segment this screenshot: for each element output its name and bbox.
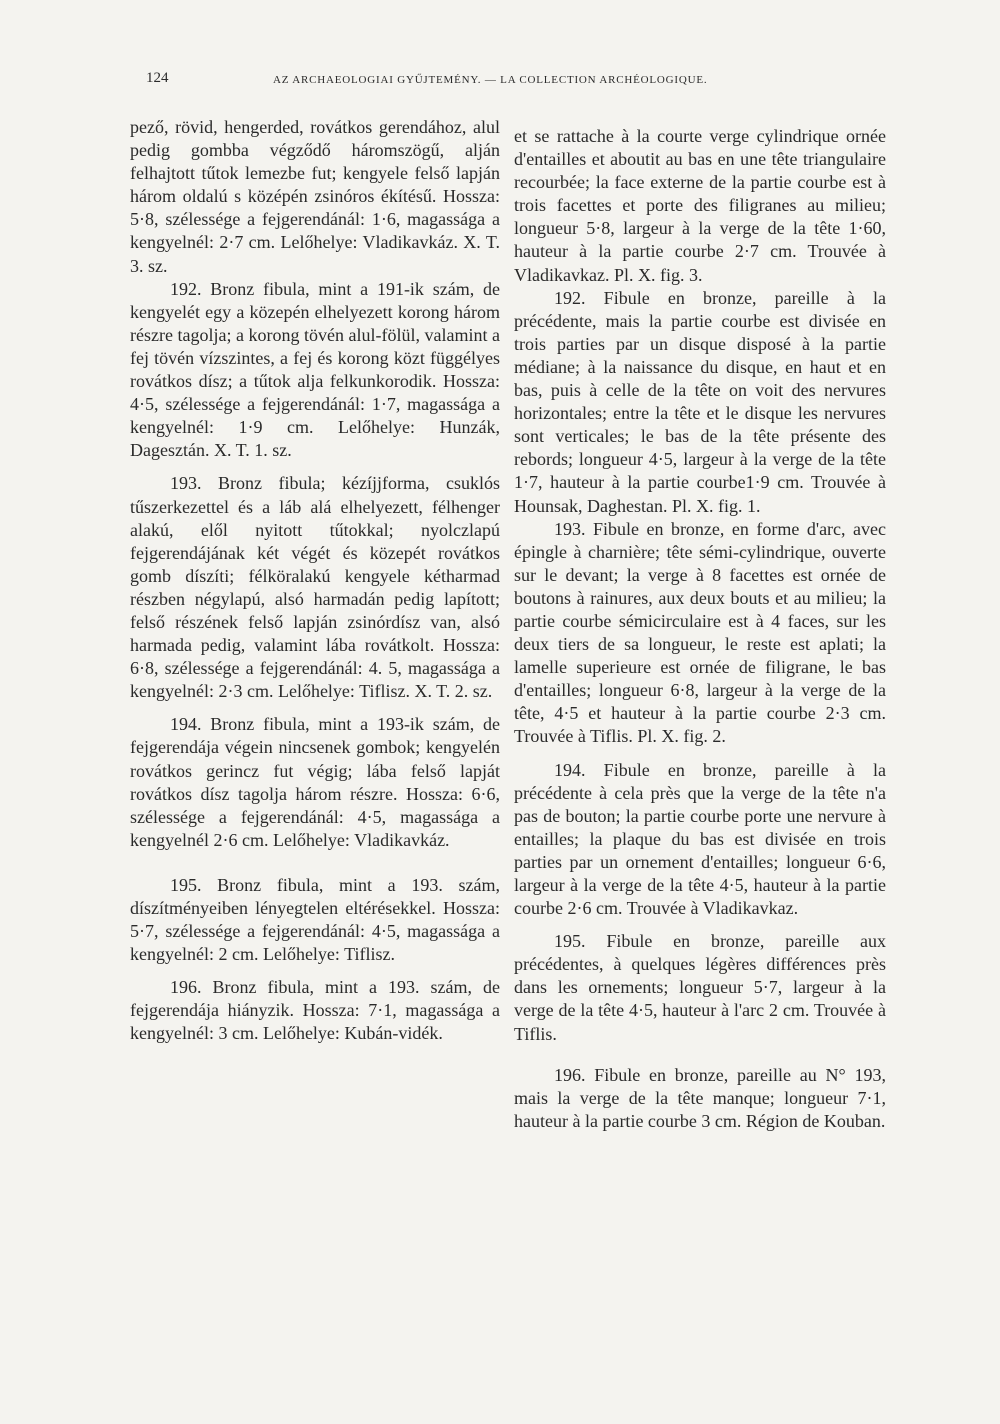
paragraph-continued-fr: et se rattache à la courte verge cylindrique ornée d'entailles et aboutit au bas en une tête triangulaire recourbée; la face externe de la partie courbe est à trois facettes et porte des filigranes au milieu; longueur 5·8, largeur à la verge de la tête 1·60, hauteur à la partie courbe 2·7 cm. Trouvée à Vladikavkaz. Pl. X. fig. 3. xyxy=(514,126,886,285)
page-number: 124 xyxy=(146,70,169,86)
running-title: AZ ARCHAEOLOGIAI GYŰJTEMÉNY. — LA COLLECTION ARCHÉOLOGIQUE. xyxy=(273,74,708,86)
hungarian-column xyxy=(130,116,500,1046)
paragraph-continued: pező, rövid, hengerded, rovátkos gerendához, alul pedig gombba végződő háromszögű, alján felhajtott tűtok lemezbe fut; kengyele felső lapján három oldalú s középén zsinóros ékítésű. Hossza: 5·8, szélessége a fejgerendánál: 1·6, magassága a kengyelnél: 2·7 cm. Lelőhelye: Vladikavkáz. X. T. 3. sz. xyxy=(130,117,500,276)
entry-194: 194. Bronz fibula, mint a 193-ik szám, de fejgerendája végein nincsenek gombok; kengyelén rovátkos gerincz fut végig; lába felső lapját rovátkos dísz tagolja három részre. Hossza: 6·6, szélessége a fejgerendánál: 4·5, magassága a kengyelnél 2·6 cm. Lelőhelye: Vladikavkáz. xyxy=(130,714,500,850)
french-column xyxy=(514,125,886,1133)
entry-196: 196. Bronz fibula, mint a 193. szám, de fejgerendája hiányzik. Hossza: 7·1, magassága a kengyelnél: 3 cm. Lelőhelye: Kubán-vidék. xyxy=(130,977,500,1044)
entry-194-fr: 194. Fibule en bronze, pareille à la précédente à cela près que la verge de la tête n'a pas de bouton; la partie courbe porte une nervure à entailles; la plaque du bas est divisée en trois parties par un ornement d'entailles; longueur 6·6, largeur à la verge de la tête 4·5, hauteur à la partie courbe 2·6 cm. Trouvée à Vladikavkaz. xyxy=(514,759,886,919)
entry-192-fr: 192. Fibule en bronze, pareille à la précédente, mais la partie courbe est divisée en trois parties par un disque disposé à la partie médiane; à la naissance du disque, en haut et en bas, puis à celle de la tête on voit des nervures horizontales; entre la tête et le disque les nervures sont verticales; le bas de la tête présente des rebords; longueur 4·5, largeur à la verge de la tête 1·7, hauteur à la partie courbe1·9 cm. Trouvée à Hounsak, Daghestan. Pl. X. fig. 1. xyxy=(514,287,886,516)
entry-195-fr: 195. Fibule en bronze, pareille aux précédentes, à quelques légères différences près dans les ornements; longueur 5·7, largeur à la verge de la tête 4·5, hauteur à l'arc 2 cm. Trouvée à Tiflis. xyxy=(514,931,886,1044)
entry-193-fr: 193. Fibule en bronze, en forme d'arc, avec épingle à charnière; tête sémi-cylindrique, ouverte sur le devant; la verge à 8 facettes est ornée de boutons à rainures, aux deux bouts et au milieu; la partie courbe sémicirculaire est à 4 faces, sur les deux tiers de sa longueur, le reste est aplati; la lamelle superieure est ornée de filigrane, le bas d'entailles; longueur 6·8, largeur à la verge de la tête, 4·5 et hauteur à la partie courbe 2·3 cm. Trouvée à Tiflis. Pl. X. fig. 2. xyxy=(514,518,886,747)
entry-193: 193. Bronz fibula; kézíjjforma, csuklós tűszerkezettel és a láb alá elhelyezett, félhenger alakú, elől nyitott tűtokkal; nyolczlapú fejgerendájának két végét és közepét rovátkos gomb díszíti; félköralakú kengyele kétharmad részben négylapú, alsó harmadán pedig lapított; felső részének felső lapján zsinórdísz van, alsó harmada pedig, valamint lába rovátkolt. Hossza: 6·8, szélessége a fejgerendánál: 4. 5, magassága a kengyelnél: 2·3 cm. Lelőhelye: Tiflisz. X. T. 2. sz. xyxy=(130,473,500,702)
entry-192: 192. Bronz fibula, mint a 191-ik szám, de kengyelét egy a közepén elhelyezett korong három részre tagolja; a korong tövén alul-fölül, valamint a fej tövén vízszintes, a fej és korong közt függélyes rovátkos dísz; a tűtok alja felkunkorodik. Hossza: 4·5, szélessége a fejgerendánál: 1·7, magassága a kengyelnél: 1·9 cm. Lelőhelye: Hunzák, Dagesztán. X. T. 1. sz. xyxy=(130,278,500,461)
page-header xyxy=(146,70,786,94)
entry-196-fr: 196. Fibule en bronze, pareille au N° 193, mais la verge de la tête manque; longueur 7·1, hauteur à la partie courbe 3 cm. Région de Kouban. xyxy=(514,1064,886,1131)
entry-195: 195. Bronz fibula, mint a 193. szám, díszítményeiben lényegtelen eltérésekkel. Hossza: 5·7, szélessége a fejgerendánál: 4·5, magassága a kengyelnél: 2 cm. Lelőhelye: Tiflisz. xyxy=(130,874,500,965)
